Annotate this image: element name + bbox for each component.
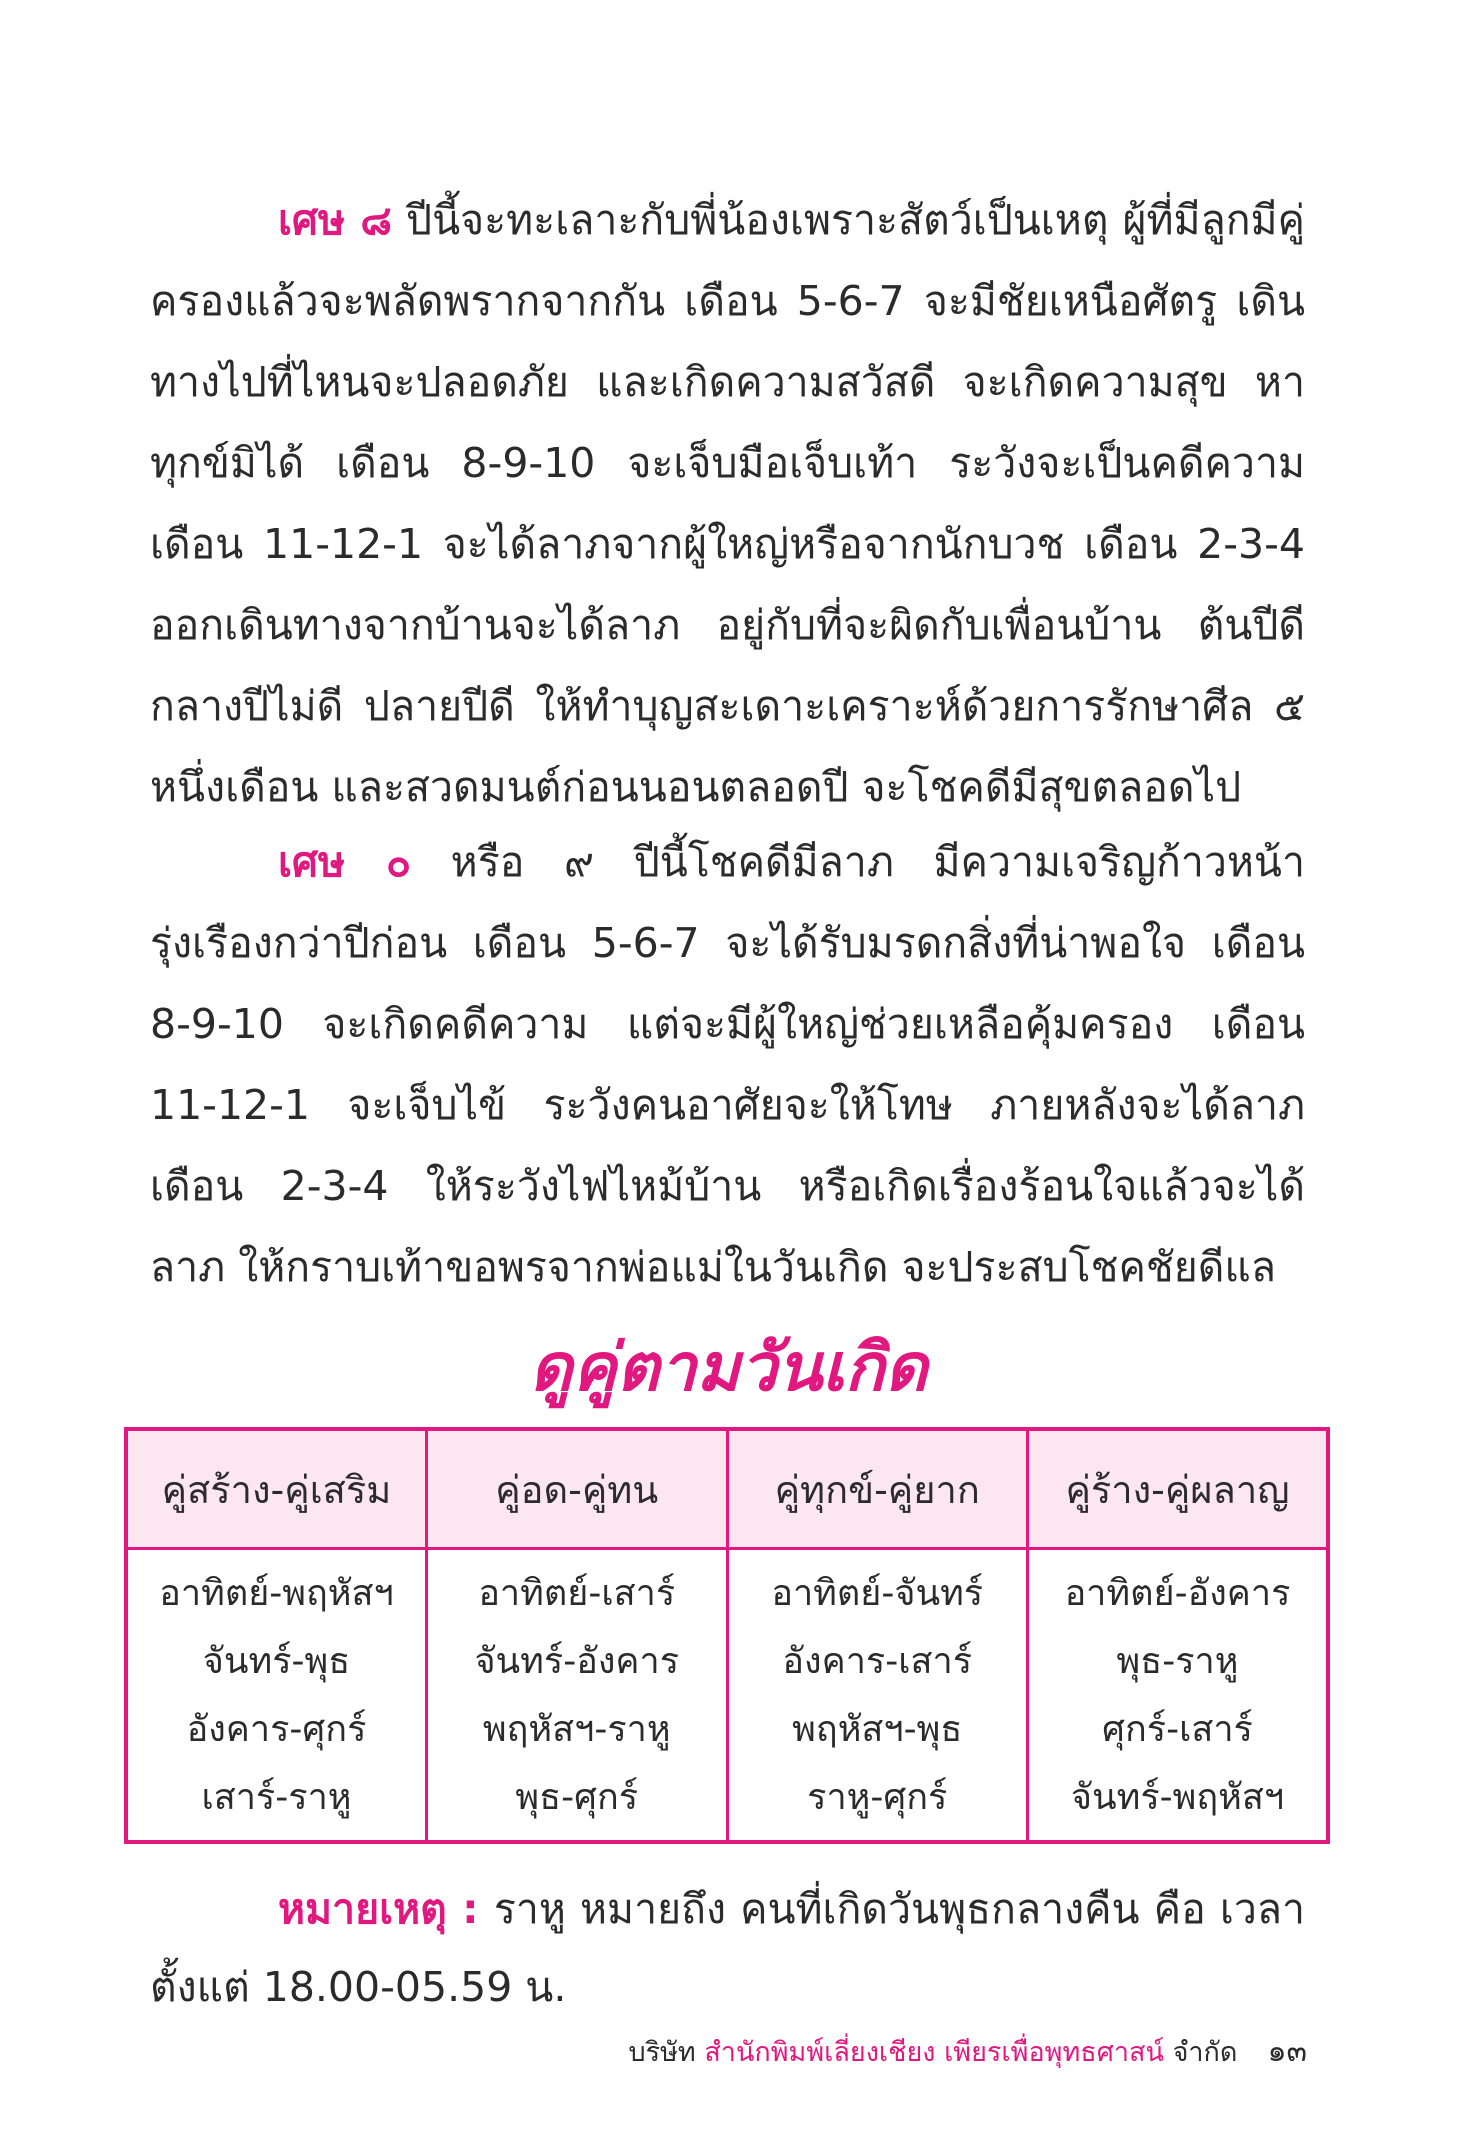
page-footer bbox=[628, 2032, 1307, 2073]
pair-item: พฤหัสฯ-พุธ bbox=[792, 1709, 963, 1750]
pair-item: อาทิตย์-เสาร์ bbox=[478, 1573, 676, 1614]
pair-item: อาทิตย์-พฤหัสฯ bbox=[159, 1573, 394, 1614]
page-number: ๑๓ bbox=[1267, 2034, 1307, 2069]
table-cell bbox=[1028, 1549, 1329, 1843]
paragraph-text: ปีนี้จะทะเลาะกับพี่น้องเพราะสัตว์เป็นเหตุ ผู้ที่มีลูกมีคู่ครองแล้วจะพลัดพรากจากกัน เดือน 5-6-7 จะมีชัยเหนือศัตรู เดินทางไปที่ไหนจะปลอดภัย และเกิดความสวัสดี จะเกิดความสุข หาทุกข์มิได้ เดือน 8-9-10 จะเจ็บมือเจ็บเท้า ระวังจะเป็นคดีความ เดือน 11-12-1 จะได้ลาภจากผู้ใหญ่หรือจากนักบวช เดือน 2-3-4 ออกเดินทางจากบ้านจะได้ลาภ อยู่กับที่จะผิดกับเพื่อนบ้าน ต้นปีดี กลางปีไม่ดี ปลายปีดี ให้ทำบุญสะเดาะเคราะห์ด้วยการรักษาศีล ๕ หนึ่งเดือน และสวดมนต์ก่อนนอนตลอดปี จะโชคดีมีสุขตลอดไป bbox=[150, 196, 1305, 811]
table-cell bbox=[727, 1549, 1028, 1843]
pair-item: จันทร์-พุธ bbox=[202, 1641, 351, 1682]
birthday-match-table bbox=[124, 1427, 1330, 1844]
table-cell bbox=[427, 1549, 728, 1843]
table-header-cell: คู่ร้าง-คู่ผลาญ bbox=[1028, 1429, 1329, 1549]
paragraph-label: เศษ ๐ bbox=[278, 838, 411, 886]
section-heading: ดูคู่ตามวันเกิด bbox=[529, 1328, 928, 1406]
pair-item: จันทร์-พฤหัสฯ bbox=[1070, 1777, 1285, 1818]
paragraph-text: หรือ ๙ ปีนี้โชคดีมีลาภ มีความเจริญก้าวหน้า รุ่งเรืองกว่าปีก่อน เดือน 5-6-7 จะได้รับมรดกสิ่งที่น่าพอใจ เดือน 8-9-10 จะเกิดคดีความ แต่จะมีผู้ใหญ่ช่วยเหลือคุ้มครอง เดือน 11-12-1 จะเจ็บไข้ ระวังคนอาศัยจะให้โทษ ภายหลังจะได้ลาภ เดือน 2-3-4 ให้ระวังไฟไหม้บ้าน หรือเกิดเรื่องร้อนใจแล้วจะได้ลาภ ให้กราบเท้าขอพรจากพ่อแม่ในวันเกิด จะประสบโชคชัยดีแล bbox=[150, 838, 1305, 1291]
table-cell bbox=[126, 1549, 427, 1843]
pair-item: พฤหัสฯ-ราหู bbox=[482, 1709, 671, 1750]
pair-item: จันทร์-อังคาร bbox=[474, 1641, 680, 1682]
table-header-cell: คู่อด-คู่ทน bbox=[427, 1429, 728, 1549]
pair-item: พุธ-ศุกร์ bbox=[515, 1777, 639, 1818]
pair-item: อาทิตย์-อังคาร bbox=[1064, 1573, 1291, 1614]
pair-item: พุธ-ราหู bbox=[1116, 1641, 1239, 1682]
footer-suffix: จำกัด bbox=[1163, 2037, 1238, 2068]
publisher-name: สำนักพิมพ์เลี่ยงเชียง เพียรเพื่อพุทธศาสน์ bbox=[704, 2037, 1164, 2068]
fortune-paragraph-remainder-8 bbox=[150, 180, 1305, 828]
pair-item: อาทิตย์-จันทร์ bbox=[771, 1573, 984, 1614]
table-row bbox=[126, 1549, 1328, 1843]
note-label: หมายเหตุ bbox=[278, 1885, 447, 1933]
pair-item: เสาร์-ราหู bbox=[201, 1777, 352, 1818]
table-header-cell: คู่ทุกข์-คู่ยาก bbox=[727, 1429, 1028, 1549]
footer-prefix: บริษัท bbox=[628, 2037, 705, 2068]
table-header-row bbox=[126, 1429, 1328, 1549]
pair-item: อังคาร-เสาร์ bbox=[782, 1641, 973, 1682]
pair-item: ราหู-ศุกร์ bbox=[807, 1777, 948, 1818]
note-text: ราหู หมายถึง คนที่เกิดวันพุธกลางคืน คือ เวลา ตั้งแต่ 18.00-05.59 น. bbox=[150, 1885, 1305, 2011]
table-header-cell: คู่สร้าง-คู่เสริม bbox=[126, 1429, 427, 1549]
note-separator: : bbox=[446, 1885, 494, 1933]
note-paragraph bbox=[150, 1870, 1305, 2026]
pair-item: ศุกร์-เสาร์ bbox=[1102, 1709, 1253, 1750]
fortune-paragraph-remainder-0 bbox=[150, 822, 1305, 1308]
pair-item: อังคาร-ศุกร์ bbox=[186, 1709, 367, 1750]
paragraph-label: เศษ ๘ bbox=[278, 196, 392, 244]
